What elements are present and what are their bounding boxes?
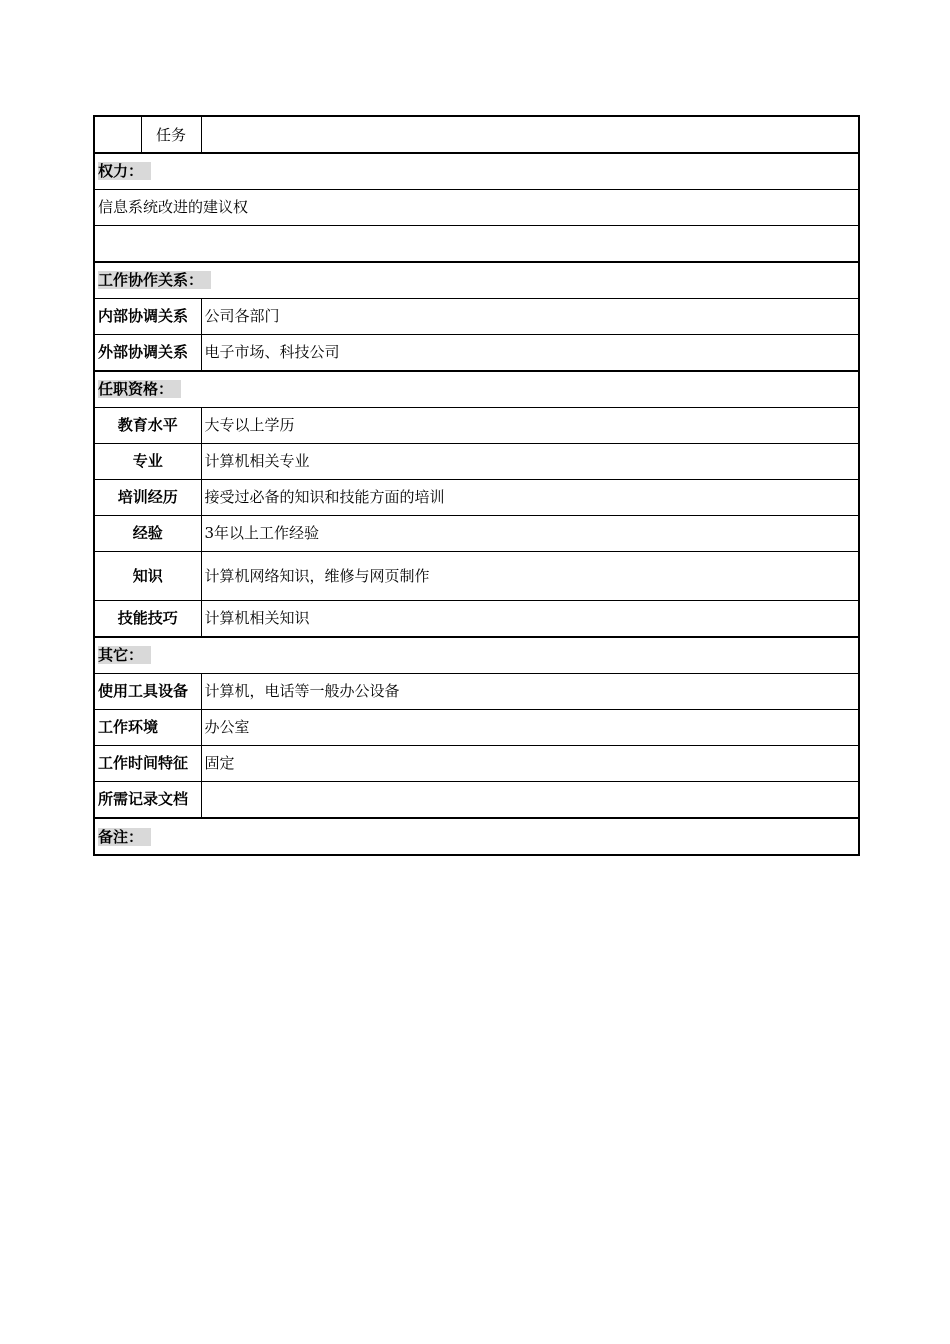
other-label: 使用工具设备 bbox=[94, 673, 201, 709]
relation-value: 电子市场、科技公司 bbox=[201, 334, 859, 371]
other-heading-row bbox=[94, 637, 859, 673]
task-label: 任务 bbox=[141, 116, 201, 153]
qualification-label: 经验 bbox=[94, 515, 201, 551]
other-row bbox=[94, 745, 859, 781]
other-label: 工作环境 bbox=[94, 709, 201, 745]
relations-row bbox=[94, 334, 859, 371]
other-heading: 其它： bbox=[98, 646, 151, 664]
qualification-label: 知识 bbox=[94, 551, 201, 600]
power-item bbox=[94, 225, 859, 262]
qualification-label: 专业 bbox=[94, 443, 201, 479]
qualification-row bbox=[94, 515, 859, 551]
qualification-row bbox=[94, 551, 859, 600]
qualification-label: 教育水平 bbox=[94, 407, 201, 443]
remarks-heading: 备注： bbox=[98, 828, 151, 846]
qualification-value: 计算机相关知识 bbox=[201, 600, 859, 637]
qualification-row bbox=[94, 479, 859, 515]
relations-heading-row bbox=[94, 262, 859, 298]
qualification-row bbox=[94, 443, 859, 479]
relations-row bbox=[94, 298, 859, 334]
task-value bbox=[201, 116, 859, 153]
other-value: 办公室 bbox=[201, 709, 859, 745]
qualification-value: 接受过必备的知识和技能方面的培训 bbox=[201, 479, 859, 515]
relation-label: 外部协调关系 bbox=[94, 334, 201, 371]
job-description-table bbox=[93, 115, 860, 856]
power-heading-row bbox=[94, 153, 859, 189]
relation-label: 内部协调关系 bbox=[94, 298, 201, 334]
qualification-value: 计算机相关专业 bbox=[201, 443, 859, 479]
other-value: 固定 bbox=[201, 745, 859, 781]
power-item-row bbox=[94, 189, 859, 225]
qualification-row bbox=[94, 407, 859, 443]
qualification-value: 计算机网络知识，维修与网页制作 bbox=[201, 551, 859, 600]
qualification-value: 大专以上学历 bbox=[201, 407, 859, 443]
qualification-label: 培训经历 bbox=[94, 479, 201, 515]
other-value bbox=[201, 781, 859, 818]
other-row bbox=[94, 673, 859, 709]
power-item: 信息系统改进的建议权 bbox=[94, 189, 859, 225]
relation-value: 公司各部门 bbox=[201, 298, 859, 334]
other-row bbox=[94, 709, 859, 745]
other-label: 工作时间特征 bbox=[94, 745, 201, 781]
qualifications-heading-row bbox=[94, 371, 859, 407]
power-item-row bbox=[94, 225, 859, 262]
qualification-row bbox=[94, 600, 859, 637]
qualification-value: 3年以上工作经验 bbox=[201, 515, 859, 551]
qualifications-heading: 任职资格： bbox=[98, 380, 181, 398]
other-row bbox=[94, 781, 859, 818]
qualification-label: 技能技巧 bbox=[94, 600, 201, 637]
relations-heading: 工作协作关系： bbox=[98, 271, 211, 289]
task-row bbox=[94, 116, 859, 153]
other-value: 计算机，电话等一般办公设备 bbox=[201, 673, 859, 709]
remarks-row bbox=[94, 818, 859, 855]
power-heading: 权力： bbox=[98, 162, 151, 180]
task-blank-cell bbox=[94, 116, 141, 153]
other-label: 所需记录文档 bbox=[94, 781, 201, 818]
